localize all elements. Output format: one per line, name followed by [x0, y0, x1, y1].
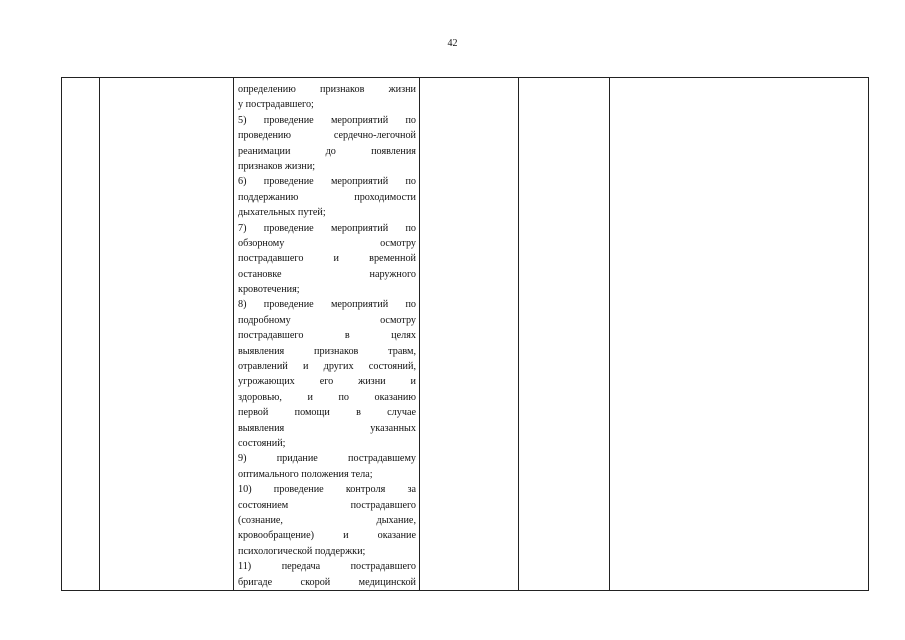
document-table [61, 77, 869, 591]
text-line: проведению сердечно-легочной [238, 130, 416, 142]
table-cell-col6 [610, 78, 869, 591]
text-line: 8) проведение мероприятий по [238, 299, 416, 311]
text-line: психологической поддержки; [238, 545, 366, 557]
text-line: кровотечения; [238, 284, 300, 296]
text-line: у пострадавшего; [238, 99, 314, 111]
table-cell-col2 [100, 78, 234, 591]
text-line: состояний; [238, 437, 286, 449]
text-line: поддержанию проходимости [238, 191, 416, 203]
text-line: пострадавшего в целях [238, 330, 416, 342]
text-line: выявления признаков травм, [238, 345, 416, 357]
text-line: 10) проведение контроля за [238, 484, 416, 496]
text-line: 7) проведение мероприятий по [238, 222, 416, 234]
table-cell-col5 [519, 78, 610, 591]
text-line: состоянием пострадавшего [238, 499, 416, 511]
text-line: дыхательных путей; [238, 207, 326, 219]
text-line: (сознание, дыхание, [238, 514, 416, 526]
text-line: определению признаков жизни [238, 84, 416, 95]
text-line: кровообращение) и оказание [238, 530, 416, 542]
text-line: 9) придание пострадавшему [238, 453, 416, 465]
text-line: остановке наружного [238, 268, 416, 280]
text-line: реанимации до появления [238, 145, 416, 157]
table-cell-col4 [420, 78, 519, 591]
text-line: признаков жизни; [238, 160, 316, 172]
page-number: 42 [447, 38, 458, 49]
text-line: оптимального положения тела; [238, 468, 373, 480]
text-line: первой помощи в случае [238, 407, 416, 419]
text-line: 11) передача пострадавшего [238, 561, 416, 573]
text-line: бригаде скорой медицинской [238, 576, 416, 588]
cell-text-block [238, 82, 416, 590]
table-row [62, 78, 869, 591]
text-line: обзорному осмотру [238, 237, 416, 249]
text-line: 5) проведение мероприятий по [238, 114, 416, 126]
text-line: угрожающих его жизни и [238, 376, 416, 388]
table-cell-col3 [234, 78, 420, 591]
text-line: 6) проведение мероприятий по [238, 176, 416, 188]
text-line: здоровью, и по оказанию [238, 391, 416, 403]
text-line: подробному осмотру [238, 314, 416, 326]
table-cell-col1 [62, 78, 100, 591]
text-line: выявления указанных [238, 422, 416, 434]
text-line: пострадавшего и временной [238, 253, 416, 265]
text-line: отравлений и других состояний, [238, 361, 416, 373]
